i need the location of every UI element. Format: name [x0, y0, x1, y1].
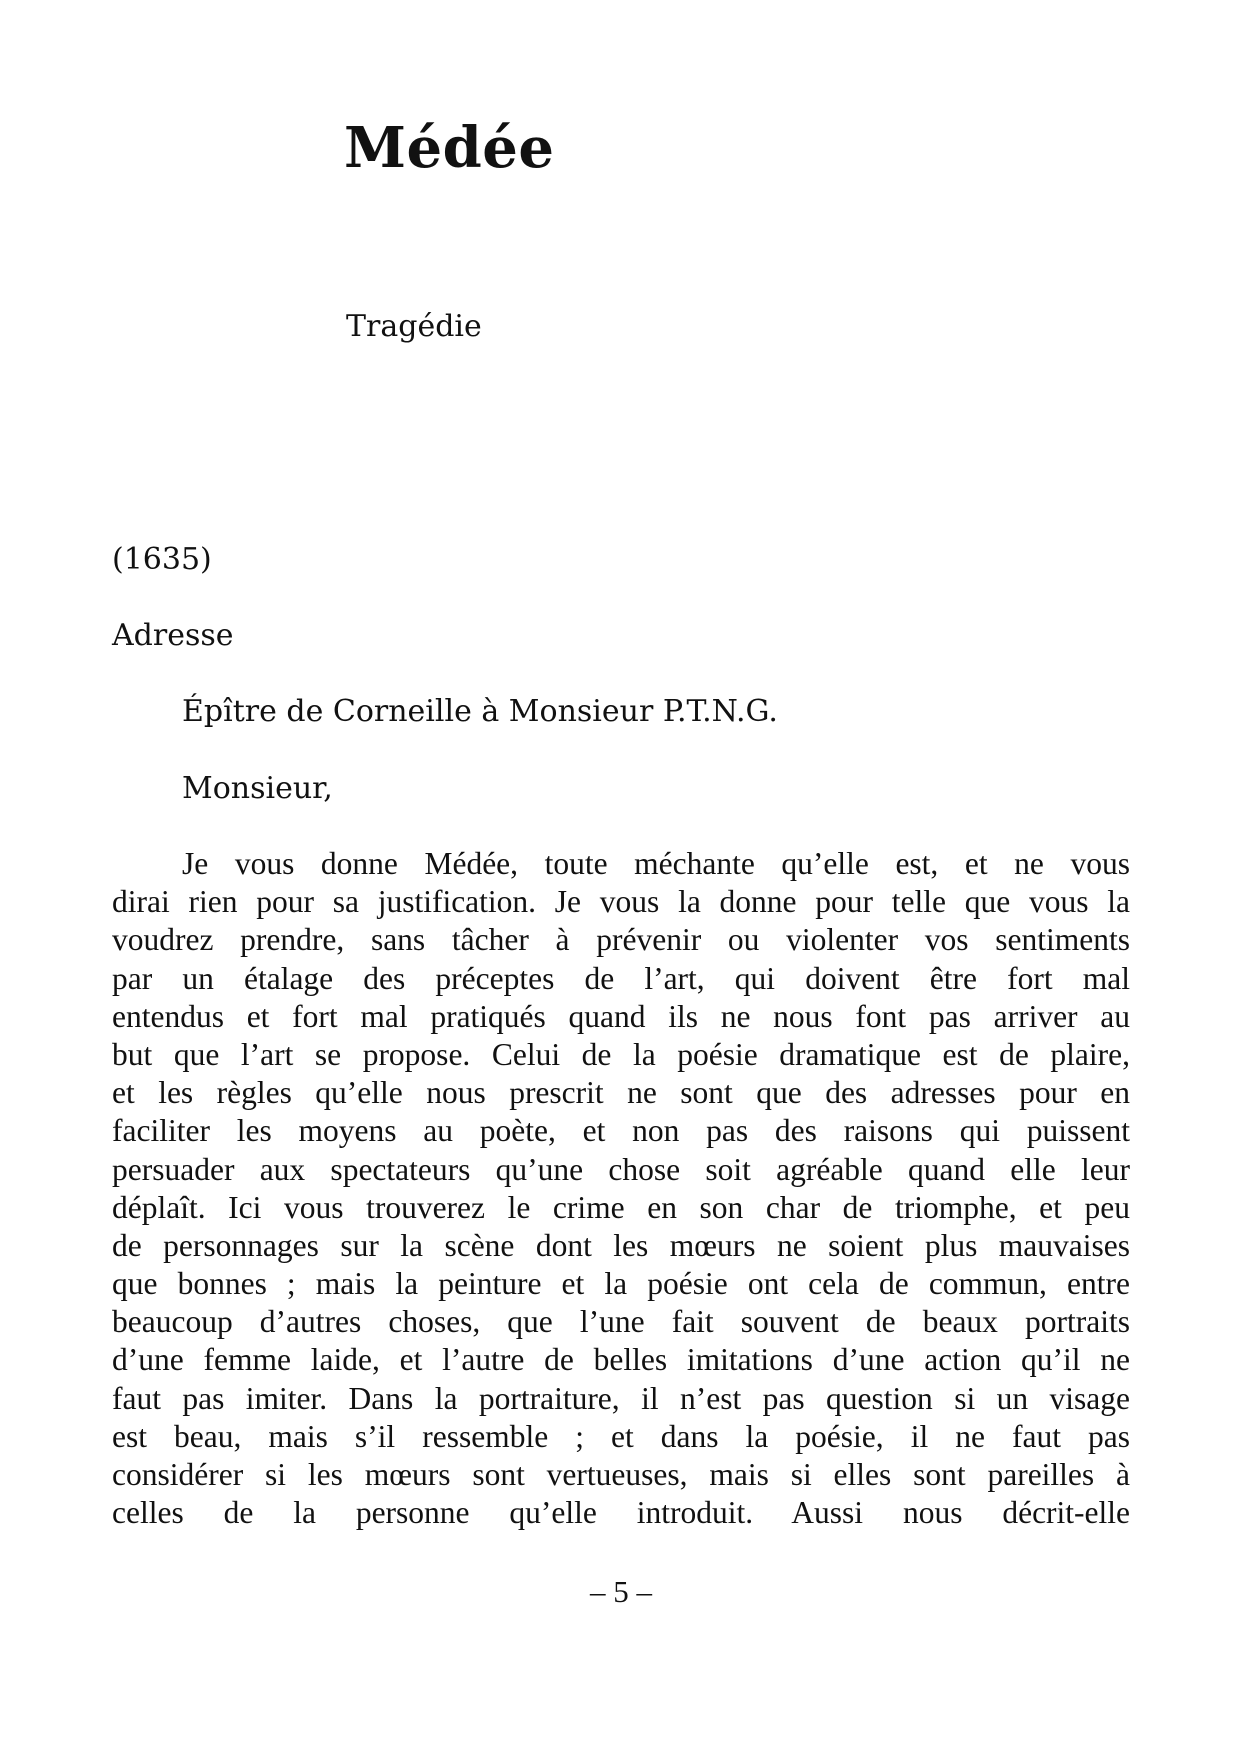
- body-line: de personnages sur la scène dont les mœurs ne soient plus mauvaises: [112, 1227, 1130, 1263]
- body-line: considérer si les mœurs sont vertueuses, mais si elles sont pareilles à: [112, 1457, 1130, 1492]
- body-line: persuader aux spectateurs qu’une chose soit agréable quand elle leur: [112, 1151, 1130, 1187]
- body-line: d’une femme laide, et l’autre de belles imitations d’une action qu’il ne: [112, 1342, 1130, 1378]
- body-line: voudrez prendre, sans tâcher à prévenir ou violenter vos sentiments: [112, 922, 1130, 958]
- body-line: Je vous donne Médée, toute méchante qu’elle est, et ne vous: [182, 846, 1130, 881]
- body-line: celles de la personne qu’elle introduit. Aussi nous décrit-elle: [112, 1495, 1130, 1531]
- body-line: dirai rien pour sa justification. Je vous la donne pour telle que vous la: [112, 884, 1130, 920]
- body-line: est beau, mais s’il ressemble ; et dans la poésie, il ne faut pas: [112, 1418, 1130, 1454]
- body-line: et les règles qu’elle nous prescrit ne sont que des adresses pour en: [112, 1075, 1130, 1111]
- epistle-heading: Épître de Corneille à Monsieur P.T.N.G.: [182, 694, 778, 729]
- subtitle: Tragédie: [346, 309, 482, 344]
- body-line: faciliter les moyens au poète, et non pas des raisons qui puissent: [112, 1113, 1130, 1149]
- date: (1635): [112, 542, 212, 577]
- section-heading: Adresse: [112, 618, 234, 653]
- body-line: faut pas imiter. Dans la portraiture, il n’est pas question si un visage: [112, 1380, 1130, 1416]
- body-paragraph: [112, 845, 1130, 1532]
- body-line: que bonnes ; mais la peinture et la poésie ont cela de commun, entre: [112, 1266, 1130, 1302]
- page-title: Médée: [344, 115, 555, 181]
- body-line: déplaît. Ici vous trouverez le crime en son char de triomphe, et peu: [112, 1189, 1130, 1225]
- body-line: par un étalage des préceptes de l’art, qui doivent être fort mal: [112, 960, 1130, 996]
- body-line: entendus et fort mal pratiqués quand ils ne nous font pas arriver au: [112, 998, 1130, 1034]
- body-line: but que l’art se propose. Celui de la poésie dramatique est de plaire,: [112, 1036, 1130, 1072]
- page-number: – 5 –: [590, 1574, 652, 1609]
- body-line: beaucoup d’autres choses, que l’une fait souvent de beaux portraits: [112, 1304, 1130, 1340]
- salutation: Monsieur,: [182, 771, 333, 806]
